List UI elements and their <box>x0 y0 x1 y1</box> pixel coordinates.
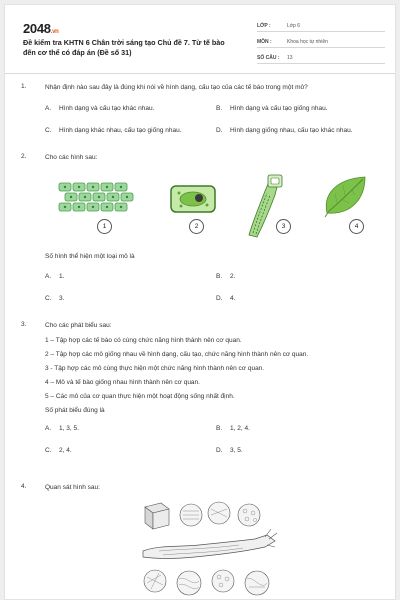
question-text: Nhận định nào sau đây là đúng khi nói về hình dạng, cấu tạo của các tế bào trong một mô? <box>45 84 308 91</box>
plant-cell-image <box>169 183 219 217</box>
question-4 <box>21 483 387 600</box>
logo-suffix: .vn <box>50 29 59 35</box>
leaf-image <box>321 175 369 219</box>
figure-label-3: 3 <box>276 219 291 234</box>
option-b[interactable]: B. 2. <box>216 273 236 280</box>
meta-class: LỚP : Lớp 6 <box>257 18 385 32</box>
question-number: 1. <box>21 83 27 90</box>
human-organs-illustration <box>139 501 279 599</box>
option-d[interactable]: D. Hình dạng giống nhau, cấu tạo khác nhau. <box>216 127 353 134</box>
figure-label-4: 4 <box>349 219 364 234</box>
meta-question-count: SỐ CÂU : 13 <box>257 50 385 64</box>
question-number: 4. <box>21 483 27 490</box>
option-a[interactable]: A. 1. <box>45 273 65 280</box>
figure-label-1: 1 <box>97 219 112 234</box>
option-b[interactable]: B. Hình dạng và cấu tạo giống nhau. <box>216 105 328 112</box>
header <box>5 5 395 67</box>
statement-4: 4 – Mô và tế bào giống nhau hình thành nên cơ quan. <box>45 379 200 386</box>
exam-sheet <box>4 4 396 600</box>
exam-meta <box>257 18 385 66</box>
option-c[interactable]: C. Hình dạng khác nhau, cấu tạo giống nhau. <box>45 127 182 134</box>
option-b[interactable]: B. 1, 2, 4. <box>216 425 250 432</box>
option-d[interactable]: D. 3, 5. <box>216 447 243 454</box>
question-number: 2. <box>21 153 27 160</box>
statement-1: 1 – Tập hợp các tế bào có cùng chức năng hình thành nên cơ quan. <box>45 337 242 344</box>
question-3 <box>21 321 387 471</box>
option-a[interactable]: A. Hình dạng và cấu tạo khác nhau. <box>45 105 155 112</box>
question-1 <box>21 83 387 143</box>
option-c[interactable]: C. 3. <box>45 295 65 302</box>
statement-3: 3 - Tập hợp các mô cùng thực hiện một chức năng hình thành nên cơ quan. <box>45 365 265 372</box>
tissue-cells-image <box>57 181 141 215</box>
question-number: 3. <box>21 321 27 328</box>
question-text: Quan sát hình sau: <box>45 484 100 491</box>
question-text: Cho các phát biểu sau: <box>45 322 112 329</box>
question-prompt: Số phát biểu đúng là <box>45 407 105 414</box>
option-a[interactable]: A. 1, 3, 5. <box>45 425 79 432</box>
question-2 <box>21 153 387 313</box>
exam-title: Đề kiểm tra KHTN 6 Chân trời sáng tạo Chủ đề 7. Từ tế bào đến cơ thể có đáp án (Đề số 31) <box>23 38 225 57</box>
header-divider <box>5 73 395 74</box>
statement-2: 2 – Tập hợp các mô giống nhau về hình dạng, cấu tạo, chức năng hình thành nên cơ quan. <box>45 351 309 358</box>
statement-5: 5 – Các mô của cơ quan thực hiện một hoạt động sống nhất định. <box>45 393 235 400</box>
site-logo[interactable] <box>23 21 59 36</box>
figure-label-2: 2 <box>189 219 204 234</box>
meta-subject: MÔN : Khoa học tự nhiên <box>257 34 385 48</box>
question-text: Cho các hình sau: <box>45 154 98 161</box>
question-prompt: Số hình thể hiện một loại mô là <box>45 253 135 260</box>
option-c[interactable]: C. 2, 4. <box>45 447 72 454</box>
option-d[interactable]: D. 4. <box>216 295 236 302</box>
logo-number: 2048 <box>23 21 51 36</box>
